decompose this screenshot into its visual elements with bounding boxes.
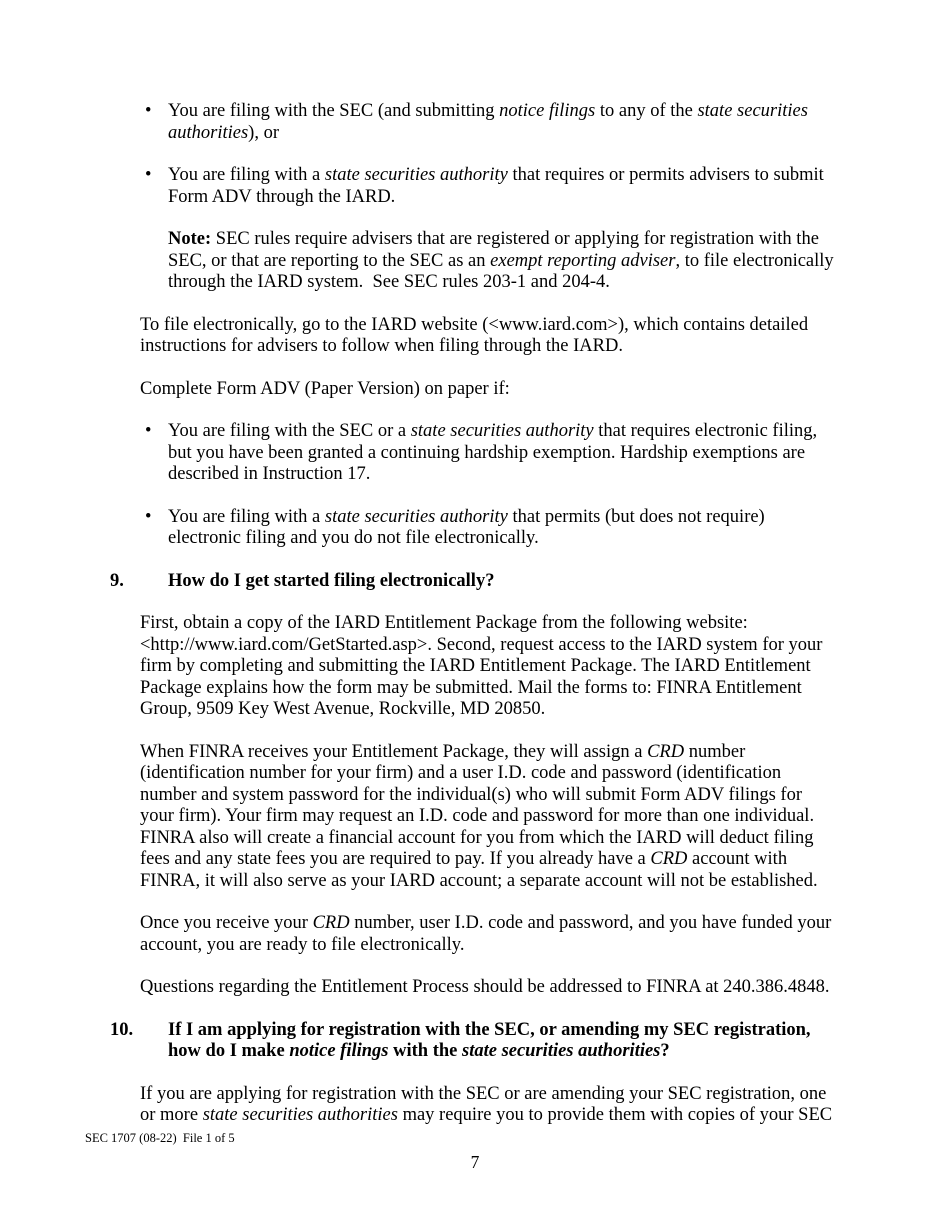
- bullet-icon: •: [145, 421, 152, 441]
- text-run: state securities authority: [324, 506, 508, 527]
- bullet-text: [168, 165, 837, 208]
- text-run: When FINRA receives your Entitlement Package, they will assign a: [140, 741, 648, 762]
- text-run: state securities authorities: [462, 1041, 661, 1061]
- bullet-icon: •: [145, 101, 152, 121]
- paragraph: [140, 613, 837, 721]
- text-run: Note:: [168, 229, 212, 249]
- paragraph: [140, 379, 837, 401]
- section-heading: [110, 571, 837, 593]
- text-run: notice filings: [499, 101, 596, 121]
- text-run: You are filing with the SEC (and submitting: [168, 101, 500, 121]
- text-run: that requires or permits advisers to submit Form ADV through the IARD.: [168, 165, 824, 207]
- text-run: that requires electronic filing, but you have been granted a continuing hardship exemption. Hardship exemptions are described in Instruction 17.: [168, 421, 818, 484]
- text-run: CRD: [312, 913, 350, 933]
- text-run: state securities authority: [324, 165, 508, 185]
- bullet-item: [140, 421, 837, 486]
- text-run: If I am applying for registration with the SEC, or amending my SEC registration, how do I make: [168, 1019, 811, 1061]
- text-run: Questions regarding the Entitlement Process should be addressed to FINRA at 240.386.4848.: [140, 977, 830, 997]
- text-run: ), or: [248, 122, 279, 143]
- document-body: [110, 101, 837, 1148]
- text-run: account with FINRA, it will also serve as your IARD account; a separate account will not be established.: [140, 849, 818, 891]
- bullet-text: [168, 421, 837, 486]
- paragraph: [140, 742, 837, 893]
- heading-number: 9.: [110, 570, 124, 591]
- text-run: ?: [660, 1041, 670, 1061]
- bullet-item: [140, 507, 837, 550]
- text-run: First, obtain a copy of the IARD Entitlement Package from the following website: <http://www.iard.com/GetStarted.asp>. Second, request access to the IARD system for your firm by completing and submitting the IARD Entitlement Package. The IARD Entitlement Package explains how the form may be submitted. Mail the forms to: FINRA Entitlement Group, 9509 Key West Avenue, Rockville, MD 20850.: [140, 613, 823, 719]
- page-number: 7: [470, 1152, 480, 1172]
- heading-number: 10.: [110, 1019, 134, 1040]
- text-run: You are filing with a: [168, 165, 325, 185]
- text-run: How do I get started filing electronically?: [168, 570, 495, 591]
- text-run: state securities authorities: [168, 101, 808, 143]
- text-run: number, user I.D. code and password, and you have funded your account, you are ready to file electronically.: [140, 913, 832, 955]
- text-run: To file electronically, go to the IARD website (<www.iard.com>), which contains detailed instructions for advisers to follow when filing through the IARD.: [140, 314, 809, 356]
- text-run: You are filing with a: [168, 506, 325, 527]
- bullet-icon: •: [145, 506, 152, 527]
- text-run: to any of the: [595, 101, 698, 121]
- paragraph: [140, 1084, 837, 1127]
- text-run: CRD: [650, 849, 688, 869]
- bullet-text: [168, 101, 837, 144]
- text-run: may require you to provide them with copies of your SEC: [397, 1105, 833, 1125]
- text-run: with the: [388, 1041, 462, 1061]
- heading-text: [168, 571, 837, 593]
- text-run: state securities authority: [410, 421, 594, 441]
- text-run: number (identification number for your firm) and a user I.D. code and password (identification number and system password for the individual(s) who will submit Form ADV filings for your firm). Your firm may request an I.D. code and password for more than one individual. FINRA also will create a financial account for you from which the IARD will deduct filing fees and any state fees you are required to pay. If you already have a: [140, 741, 815, 869]
- text-run: SEC rules require advisers that are registered or applying for registration with the SEC, or that are reporting to the SEC as an: [168, 229, 819, 271]
- text-run: state securities authorities: [202, 1105, 398, 1125]
- bullet-text: [168, 507, 837, 550]
- form-number-footer: SEC 1707 (08-22) File 1 of 5: [85, 1131, 235, 1145]
- text-run: that permits (but does not require) electronic filing and you do not file electronically.: [168, 506, 765, 548]
- bullet-icon: •: [145, 165, 152, 185]
- bullet-item: [140, 165, 837, 208]
- bullet-item: [140, 101, 837, 144]
- text-run: If you are applying for registration with the SEC or are amending your SEC registration, one or more: [140, 1083, 827, 1125]
- heading-text: [168, 1020, 837, 1063]
- text-run: CRD: [647, 741, 685, 762]
- paragraph: [140, 977, 837, 999]
- paragraph: [140, 913, 837, 956]
- text-run: Complete Form ADV (Paper Version) on paper if:: [140, 378, 510, 399]
- text-run: Once you receive your: [140, 913, 313, 933]
- text-run: , to file electronically through the IARD system. See SEC rules 203-1 and 204-4.: [168, 250, 834, 292]
- section-heading: [110, 1020, 837, 1063]
- paragraph: [140, 315, 837, 358]
- note-paragraph: [168, 229, 837, 294]
- text-run: You are filing with the SEC or a: [168, 421, 411, 441]
- text-run: notice filings: [289, 1041, 389, 1061]
- text-run: exempt reporting adviser: [490, 250, 676, 271]
